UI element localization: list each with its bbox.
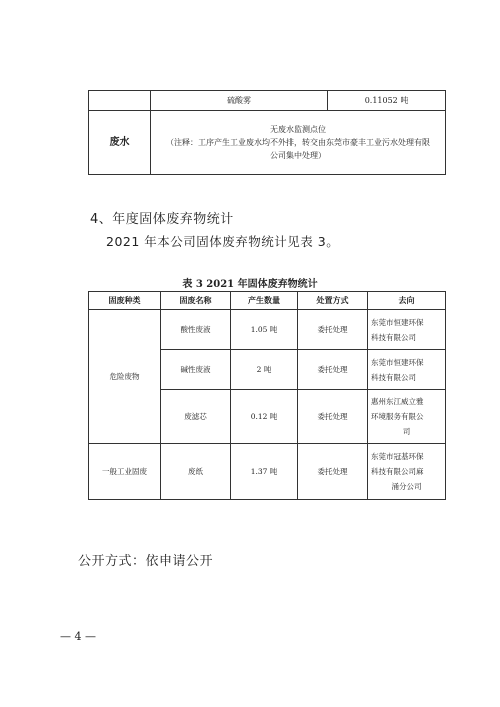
column-header: 处置方式 (298, 292, 368, 310)
destination-cell (368, 310, 446, 350)
table-row (89, 111, 446, 175)
column-header: 固废名称 (161, 292, 231, 310)
cell-line: 东莞市恒建环保 (371, 317, 424, 327)
table-cell (89, 91, 151, 111)
table-row (89, 91, 446, 111)
table-cell: 硫酸雾 (151, 91, 328, 111)
column-header: 产生数量 (231, 292, 298, 310)
table-cell: 酸性废液 (161, 310, 231, 350)
column-header: 去向 (368, 292, 446, 310)
cell-line: 惠州东江威立雅 (371, 397, 424, 406)
cell-line: 公司集中处理） (270, 151, 326, 160)
table-row (89, 310, 446, 350)
cell-line: 无废水监测点位 (270, 125, 326, 134)
cell-line: （注释：工序产生工业废水均不外排，转交由东莞市豪丰工业污水处理有限 (166, 138, 430, 147)
table-cell: 碱性废液 (161, 350, 231, 390)
disclosure-method: 公开方式：依申请公开 (78, 554, 214, 569)
cell-line: 司 (402, 427, 411, 436)
table-cell: 废滤芯 (161, 390, 231, 444)
table-row (89, 444, 446, 500)
cell-line: 科技有限公司 (371, 332, 416, 342)
table-cell: 委托处理 (298, 444, 368, 500)
waste-category-cell: 危险废物 (89, 310, 161, 444)
destination-cell (368, 444, 446, 500)
waste-category-cell: 一般工业固废 (89, 444, 161, 500)
cell-line: 东莞市恒建环保 (371, 357, 424, 367)
cell-line: 环境服务有限公 (371, 412, 424, 421)
table-cell: 委托处理 (298, 390, 368, 444)
table-cell: 委托处理 (298, 350, 368, 390)
solid-waste-table (88, 291, 446, 500)
table-caption: 表 3 2021 年固体废弃物统计 (182, 279, 318, 290)
intro-paragraph: 2021 年本公司固体废弃物统计见表 3。 (106, 234, 340, 249)
page-number: — 4 — (60, 630, 96, 643)
column-header: 固废种类 (89, 292, 161, 310)
table-cell: 废纸 (161, 444, 231, 500)
cell-line: 涌分公司 (391, 482, 422, 491)
table-cell: 0.11052 吨 (328, 91, 446, 111)
table-cell: 1.05 吨 (231, 310, 298, 350)
cell-line: 科技有限公司 (371, 372, 416, 382)
wastewater-table (88, 90, 446, 175)
cell-line: 东莞市冠基环保 (371, 452, 424, 461)
table-cell: 2 吨 (231, 350, 298, 390)
table-cell: 废水 (89, 111, 151, 175)
table-cell: 1.37 吨 (231, 444, 298, 500)
table-cell: 委托处理 (298, 310, 368, 350)
section-heading: 4、年度固体废弃物统计 (90, 212, 234, 227)
destination-cell (368, 390, 446, 444)
destination-cell (368, 350, 446, 390)
table-header-row (89, 292, 446, 310)
cell-line: 科技有限公司麻 (371, 467, 424, 476)
table-cell (151, 111, 446, 175)
table-cell: 0.12 吨 (231, 390, 298, 444)
